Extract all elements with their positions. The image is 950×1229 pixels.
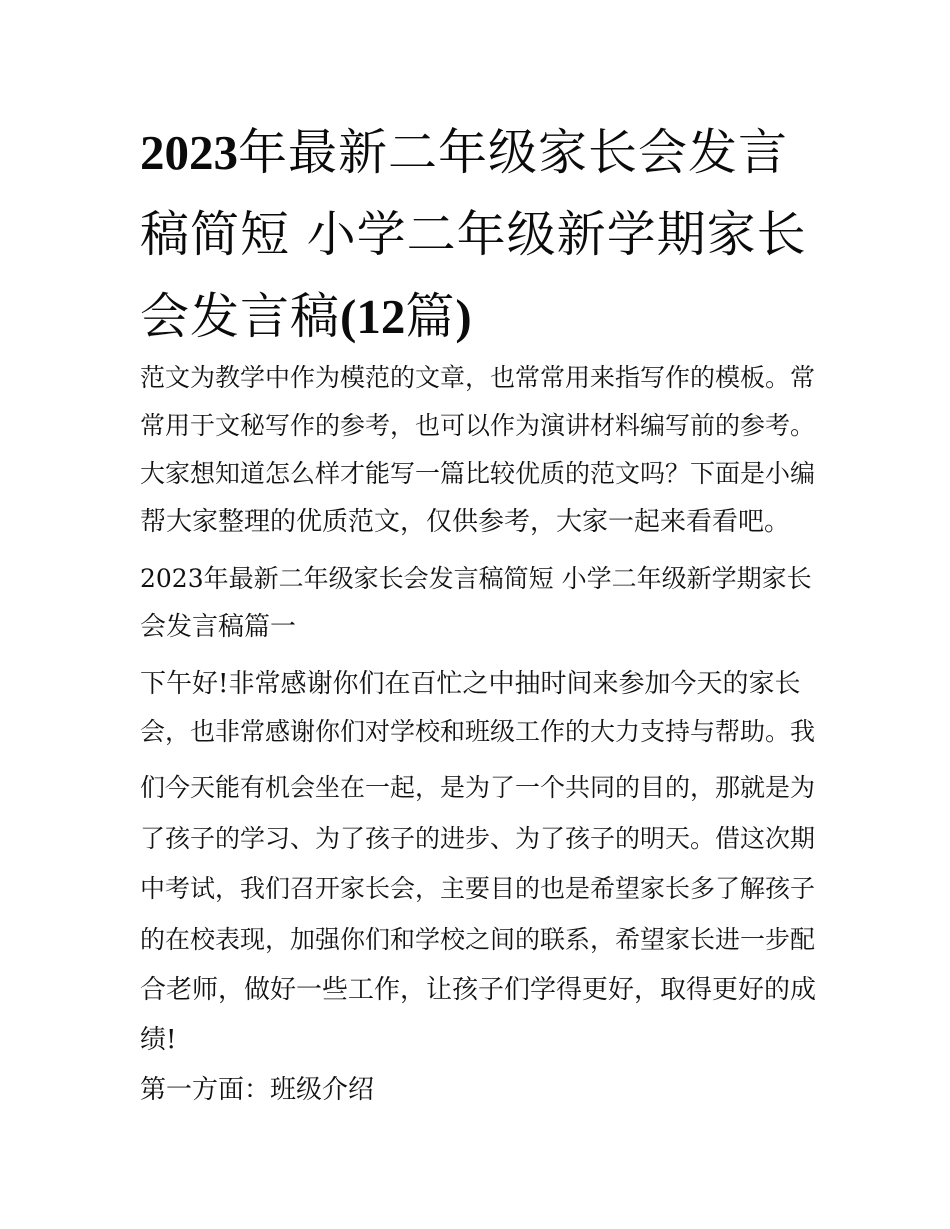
- body-line-6: 的在校表现，加强你们和学校之间的联系，希望家长进一步配: [140, 925, 816, 954]
- intro-line-1: 范文为教学中作为模范的文章，也常常用来指写作的模板。常: [140, 363, 816, 392]
- body-line-7: 合老师，做好一些工作，让孩子们学得更好，取得更好的成: [140, 975, 817, 1005]
- intro-line-3: 大家想知道怎么样才能写一篇比较优质的范文吗？下面是小编: [140, 459, 816, 488]
- body-line-8: 绩!: [140, 1025, 177, 1055]
- section-heading-line-2: 会发言稿篇一: [140, 612, 297, 642]
- body-line-2: 会，也非常感谢你们对学校和班级工作的大力支持与帮助。我: [140, 717, 816, 746]
- body-line-3: 们今天能有机会坐在一起，是为了一个共同的目的，那就是为: [140, 773, 816, 802]
- title-line-3: 会发言稿(12篇): [140, 288, 472, 345]
- title-line-2: 稿简短 小学二年级新学期家长: [140, 206, 807, 263]
- body-line-1: 下午好!非常感谢你们在百忙之中抽时间来参加今天的家长: [140, 669, 801, 699]
- intro-line-4: 帮大家整理的优质范文，仅供参考，大家一起来看看吧。: [140, 507, 791, 537]
- intro-line-2: 常用于文秘写作的参考，也可以作为演讲材料编写前的参考。: [140, 411, 816, 440]
- title-line-1: 2023年最新二年级家长会发言: [140, 124, 789, 181]
- subsection-heading: 第一方面：班级介绍: [140, 1075, 375, 1105]
- body-line-5: 中考试，我们召开家长会，主要目的也是希望家长多了解孩子: [140, 874, 816, 903]
- document-title: [140, 112, 820, 358]
- section-heading-line-1: 2023年最新二年级家长会发言稿简短 小学二年级新学期家长: [140, 564, 812, 593]
- body-line-4: 了孩子的学习、为了孩子的进步、为了孩子的明天。借这次期: [140, 824, 816, 853]
